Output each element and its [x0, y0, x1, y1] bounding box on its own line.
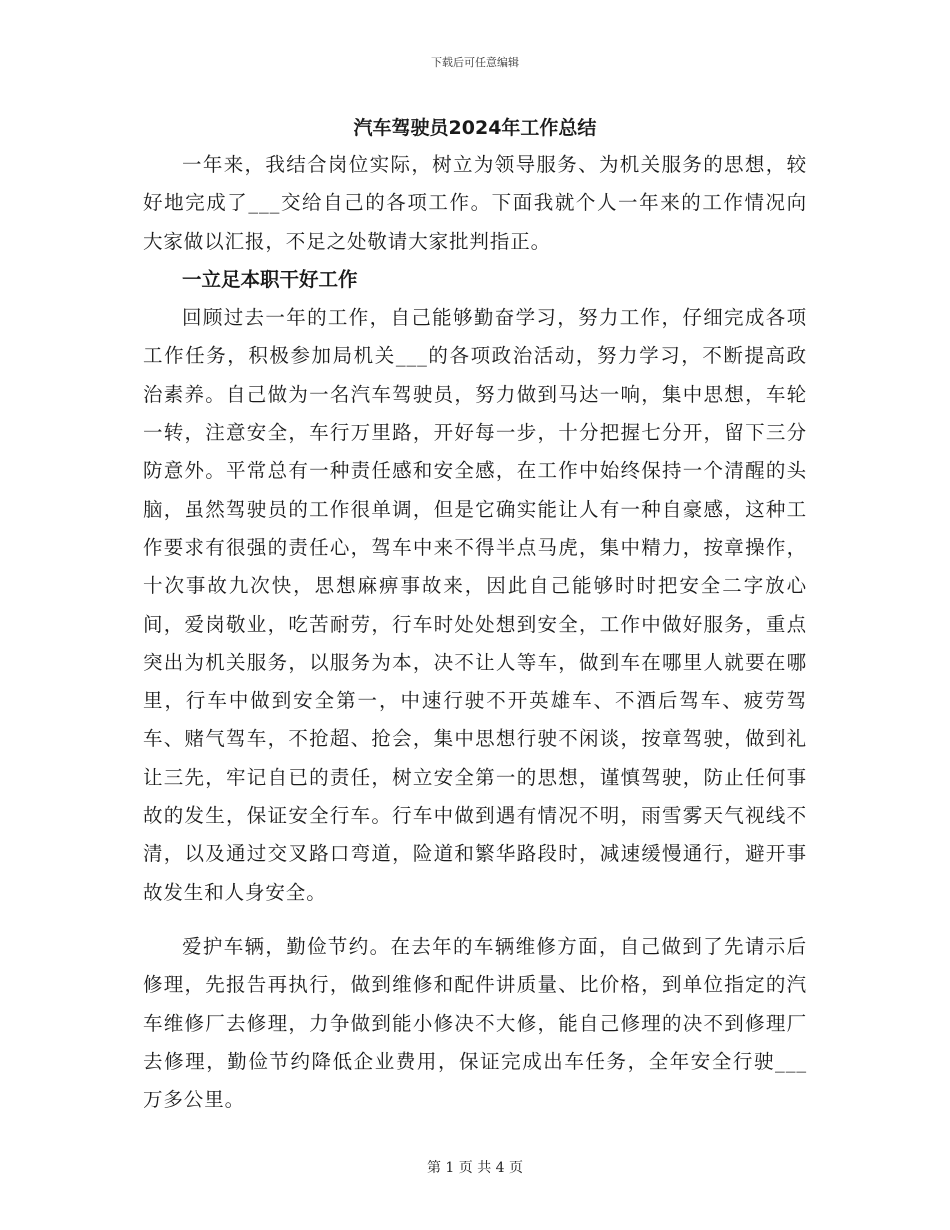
body-paragraph-2: 爱护车辆，勤俭节约。在去年的车辆维修方面，自己做到了先请示后修理，先报告再执行，做到维修和配件讲质量、比价格，到单位指定的汽车维修厂去修理，力争做到能小修决不大修，能自己修理的决不到修理厂去修理，勤俭节约降低企业费用，保证完成出车任务，全年安全行驶___万多公里。 — [143, 934, 807, 1112]
body-paragraph-1: 回顾过去一年的工作，自己能够勤奋学习，努力工作，仔细完成各项工作任务，积极参加局机关___的各项政治活动，努力学习，不断提高政治素养。自己做为一名汽车驾驶员，努力做到马达一响，集中思想，车轮一转，注意安全，车行万里路，开好每一步，十分把握七分开，留下三分防意外。平常总有一种责任感和安全感，在工作中始终保持一个清醒的头脑，虽然驾驶员的工作很单调，但是它确实能让人有一种自豪感，这种工作要求有很强的责任心，驾车中来不得半点马虎，集中精力，按章操作，十次事故九次快，思想麻痹事故来，因此自己能够时时把安全二字放心间，爱岗敬业，吃苦耐劳，行车时处处想到安全，工作中做好服务，重点突出为机关服务，以服务为本，决不让人等车，做到车在哪里人就要在哪里，行车中做到安全第一，中速行驶不开英雄车、不酒后驾车、疲劳驾车、赌气驾车，不抢超、抢会，集中思想行驶不闲谈，按章驾驶，做到礼让三先，牢记自已的责任，树立安全第一的思想，谨慎驾驶，防止任何事故的发生，保证安全行车。行车中做到遇有情况不明，雨雪雾天气视线不清，以及通过交叉路口弯道，险道和繁华路段时，减速缓慢通行，避开事故发生和人身安全。 — [143, 306, 807, 904]
document-page — [143, 112, 807, 1119]
document-title: 汽车驾驶员2024年工作总结 — [353, 117, 597, 139]
page-number: 第 1 页 共 4 页 — [426, 1160, 524, 1176]
paragraph-gap — [143, 912, 807, 928]
intro-paragraph: 一年来，我结合岗位实际，树立为领导服务、为机关服务的思想，较好地完成了___交给自己的各项工作。下面我就个人一年来的工作情况向大家做以汇报，不足之处敬请大家批判指正。 — [143, 153, 807, 253]
section-heading: 一立足本职干好工作 — [182, 267, 358, 291]
header-note: 下载后可任意编辑 — [431, 56, 519, 69]
